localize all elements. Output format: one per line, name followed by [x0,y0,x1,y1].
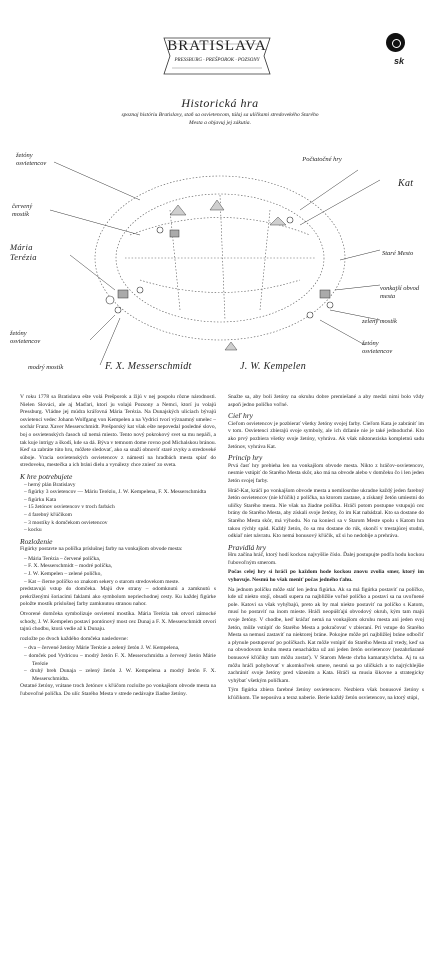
intro-text: spoznaj históriu Bratislavy, staň sa osvietencom, túlaj sa uličkami stredovekého Starého Mesta a objavuj jej zákutia. [121,112,319,126]
language-badge: sk [394,56,405,66]
heading-rozlozenie: Rozloženie [20,536,53,546]
mostiky-paragraph-2: Otvorené domčeka symbolizuje osvietení mostíka. Mária Terézia tak otvorí zámocké schody, J. W. Kempelen postaví pontónový most cez Dunaj a F. X. Messerschmidt otvorí tajnú chodbu, ktorá vedie až k Dunaju. [20,611,216,633]
requirements-list [20,482,216,535]
setup-paragraph: Figúrky postavte na políčka príslušnej farby na vonkajšom obvode mesta: [20,546,183,553]
label-zetony-osvietencov-right: žetóny osvietencov [362,340,393,355]
label-kempelen: J. W. Kempelen [240,361,307,372]
list-item: – herný plán Bratislavy [32,482,216,490]
list-item: – kocku [32,527,216,535]
game-title: Historická hra [181,96,259,110]
label-kat: Kat [398,178,414,189]
banner-title: BRATISLAVA [167,38,267,54]
heading-pravidla: Pravidlá hry [228,542,267,552]
ending-paragraph: Ostatné žetóny, vrátane troch žetónov s kľúčom rozložte po vonkajšom obvode mesta na ľubovoľné políčka. Do ulíc Starého Mesta v strede nedávajte žiadne žetóny. [20,683,216,697]
list-item: – druhý breh Dunaja – zelený žetón J. W. Kempelena a modrý žetón F. X. Messerschmidta. [32,668,216,683]
list-item: – J. W. Kempelen – zelené políčko, [32,571,216,579]
heading-potrebujete: K hre potrebujete [20,471,73,481]
rules-paragraph-2: Na jednom políčku môže stáť len jedna figúrka. Ak sa má figúrka postaviť na políčko, kde už niekto stojí, obsadí supera na najbližšie voľné políčko a postaví sa na uvoľnené pole. Katovi sa však vyhýbajú, preto ak by mal niekto postaviť na políčko s Katom, musí ho postaviť na inom mieste. Hráči neopúšťajú obvodový okruh, kým tam majú svoje žetóny. V chodbe, keď kráčať nemá na vonkajšom okruhu mesta ani jeden svoj žetón, môže vstúpiť do Starého Mesta a pokračovať v zbieraní. Pri vstupe do Starého Mesta sa nemusí zastaviť na niektorej bráne. Pokojne môže pri najbližšej bráne odbočiť a plynule postupovať po políčkach. Kat môže vstúpiť do Starého Mesta až vtedy, keď sa na obvodovom kruhu mesta nenachádza už ani jeden žetón osvietencov (nezahrňarané bonusové kľúčiky tam môžu zostať). V Starom Meste chrba kamaraty/chrba. Aj tu sa môžu hráči pohybovať v akomkoľvek smere, nesmú sa po uličkách a to najrýchlejšie zachrániť svoje žetóny pred väzením a Kata. Hráči sa musia šikovne a strategicky vyhýbať všetkým políčkam. [228,586,424,684]
mostiky-paragraph: predstavujú vstup do domčeka. Majú dve strany – odomknutú a zamknutú s prekríženými šoriacimi faklami ako symbolom nepriechodnej cesty. Ku každej figúrke položte mostík príslušnej farby zamknutou stranou nahor. [20,586,216,608]
list-item: – 15 žetónov osvietencov v troch farbách [32,504,216,512]
logo-ring-icon [392,39,401,48]
label-zetony-osvietencov-left: žetóny osvietencov [10,330,41,345]
label-stare-mesto: Staré Mesto [382,250,414,257]
heading-ciel: Cieľ hry [228,411,254,421]
label-maria-terezia: Mária Terézia [10,242,37,262]
list-item: – domček pod Vydricou – modrý žetón F. X. Messerschmidta a červený žetón Márie Terézie [32,653,216,668]
label-zeleny-mostik: zelený mostík [362,318,397,325]
figures-list [20,556,216,586]
label-vonkajsi-obvod: vonkajší obvod mesta [380,285,420,300]
list-item: – 4 farebný kľúčikom [32,512,216,520]
story-paragraph: V roku 1778 sa Bratislava ešte volá Prešporok a žijú v nej pospolu rôzne národnosti. Nielen Slováci, ale aj Maďari, ktorí ju volajú Pozsony a Nemci, ktorí ju volajú Pressburg. Vládne jej múdra kráľovná Mária Terézia. Na Dunajských uliciach bývajú osvietenci vedec Johann Wolfgang von Kempelen a na Vydrici tvorí významný umelec – sochár Franz Xaver Messerschmidt. Prešporský kat však ešte nepovedal posledné slovo, boj o osvietenských časoch už nemá miesto. Tento nový pokrokový svet sa mu nepáči, a tak kuje intrigy a škodí, kde sa dá. Býva v temnom dome rovno pod Michalskou bránou. Keď sa zabráte túto hru, môžete sledovať, ako sa snaží obnoviť staré zvyky a stredoveké súboje. Vracia osvietenských osvietencov z námestí na hradbách mesta spiať do stredoveku, mestečka a ich bráni dielu a vynálezy chce zniesť zo sveta. [20,394,216,469]
right-column [228,394,424,705]
rules-paragraph: Hru začína hráč, ktorý hodí kockou najvyššie číslo. Ďalej postupujte podľa hodu kockou ľubovoľným smerom. [228,552,424,566]
list-item: – 3 mostíky k domčekom osvietencov [32,520,216,528]
game-board-map [20,140,420,380]
label-modry-mostik: modrý mostík [28,364,64,371]
label-pociatocne-hry: Počiatočné hry [302,156,342,163]
list-item: – figúrku Kata [32,497,216,505]
label-messerschmidt: F. X. Messerschmidt [105,361,192,372]
list-item: – Mária Terézia – červené políčka, [32,556,216,564]
heading-princip: Princíp hry [228,453,263,463]
list-item: – figúrky 3 osvietencov — Máriu Teréziu, J. W. Kempelena, F. X. Messerschmidta [32,489,216,497]
kat-paragraph: Tým figúrka zbiera farebné žetóny osvietencov. Nezbiera však bonusové žetóny s kľúčikom. Tie neposúva a teraz naberie. Berie každý žetón osvietencov, na ktorý stúpi, [228,687,424,701]
label-zetony-osvietencov-top: žetóny osvietencov [16,152,47,167]
banner-subtitle: PRESSBURG · PREŠPOROK · POZSONY [174,58,260,63]
goal-paragraph: Cieľom osvietencov je pozbierať všetky žetóny svojej farby. Cieľom Kata je zabrániť im v tom. Osvietenci zbierajú svoje symboly, ale ich držanie nie je také jednoduché. Kto ako prvý pozbiera všetky svoje žetóny, vyhráva. Ak však niktoneziska kompletnú sadu žetónov, vyhráva Kat. [228,420,424,450]
label-cerveny-mostik: červený mostík [12,203,33,218]
list-item: – F. X. Messerschmidt – modré políčka, [32,563,216,571]
list-item: – dva – červené žetóny Márie Terézie a zelený žetón J. W. Kempelena, [32,645,216,653]
tokens-list [20,645,216,683]
principle-paragraph: Prvá časť hry prebieha len na vonkajšom obvode mesta. Nikto z hráčov-osvietencov, nesmie vstúpiť do Starého Mesta skôr, ako má na obvode alebo v domčeku čo i len jeden žetón svojej farby. [228,462,424,484]
rules-bold-paragraph: Počas celej hry si hráči po každom hode kockou znovu zvolia smer, ktorý im vyhovuje. Nesmú ho však meniť počas jedného ťahu. [228,569,424,584]
principle-paragraph-2: Hráč-Kat, kráčí po vonkajšom obvode mesta a nemilosrdne ukradne každý jeden farebný žetón osvietencov (nie kľúčik) z políčka, na ktorom zastane, a získaný žetón umiestni do uličky Starého mesta. Nie však na žiadne políčka. Hráči potom postupne vstupujú cez brány do Starého Mesta, aby získali svoje žetóny, čo im Kat nabádzal. Kto sa dostane do Starého Mesta skôr, má výhodu. No na konieci sa v Starom Meste spolu s Katom hra takou rýchly spád. Každý žetón, čo sa mu dostane do rúk, skončí v trestajúcej studni, odkiaľ niet návratu. Kto nemá bonusový kľúčik, už si ho nedobije a prehráva. [228,487,424,540]
mixing-paragraph: Snažte sa, aby boli žetóny na okruhu dobre premiešané a aby medzi nimi bolo vždy aspoň jedno políčko voľné. [228,394,424,408]
list-item: – Kat – čierne políčko so znakom sekery o starom stredovekom meste. [32,579,216,587]
left-column [20,394,216,701]
zetony-paragraph: rozložte po dvoch každého domčeka nasledovne: [20,635,128,642]
